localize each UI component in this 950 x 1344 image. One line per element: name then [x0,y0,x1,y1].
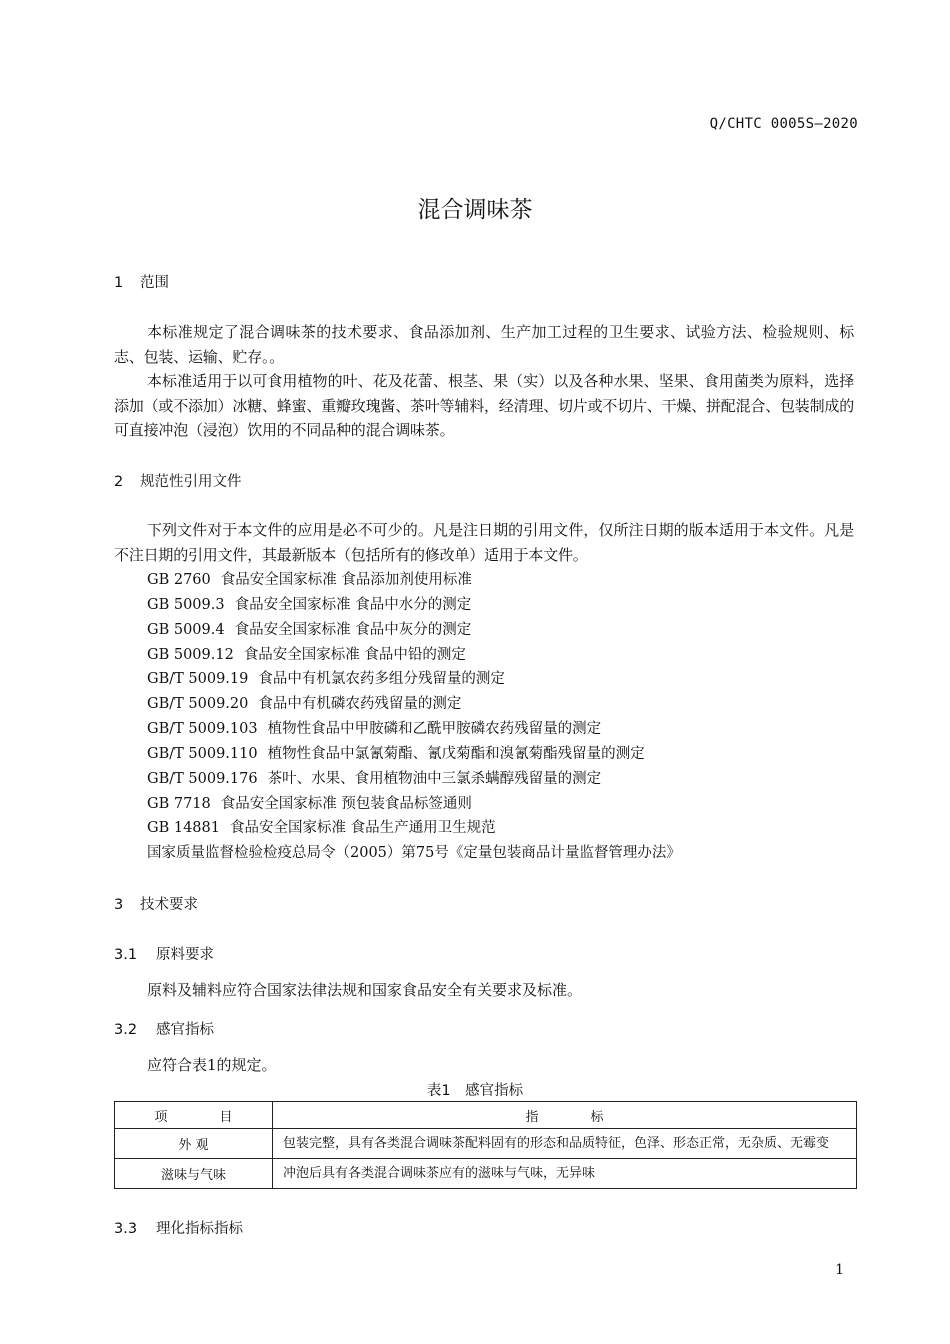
table-header-indicator: 指 标 [273,1102,857,1129]
references-intro: 下列文件对于本文件的应用是必不可少的。凡是注日期的引用文件，仅所注日期的版本适用于本文件。凡是不注日期的引用文件，其最新版本（包括所有的修改单）适用于本文件。 [114,521,854,564]
subsection-title: 感官指标 [156,1022,214,1038]
section-1-heading [114,271,169,292]
document-title: 混合调味茶 [417,197,533,223]
subsection-title: 原料要求 [156,947,214,963]
raw-material-requirement: 原料及辅料应符合国家法律法规和国家食品安全有关要求及标准。 [147,981,583,999]
reference-item: GB/T 5009.176 茶叶、水果、食用植物油中三氯杀螨醇残留量的测定 [147,770,602,787]
sensory-table [114,1101,857,1189]
section-title: 规范性引用文件 [140,474,242,490]
reference-item: GB 14881 食品安全国家标准 食品生产通用卫生规范 [147,820,496,837]
section-3-heading [114,893,198,914]
subsection-title: 理化指标指标 [156,1221,243,1237]
sensory-note: 应符合表1的规定。 [147,1056,277,1074]
reference-item-decree: 国家质量监督检验检疫总局令（2005）第75号《定量包装商品计量监督管理办法》 [147,845,681,862]
table-header-item: 项 目 [115,1102,273,1129]
reference-item: GB 7718 食品安全国家标准 预包装食品标签通则 [147,795,472,812]
table-header-row [115,1102,857,1129]
subsection-number: 3.2 [114,1022,138,1038]
subsection-3-2-heading [114,1018,214,1039]
table-caption: 表1 感官指标 [426,1083,524,1099]
section-title: 技术要求 [140,897,198,913]
subsection-number: 3.3 [114,1221,138,1237]
table-cell-item: 滋味与气味 [115,1159,273,1189]
page-number: 1 [835,1262,844,1278]
table-row [115,1129,857,1159]
standard-code: Q/CHTC 0005S—2020 [709,116,858,132]
reference-item: GB/T 5009.110 植物性食品中氯氰菊酯、氰戊菊酯和溴氰菊酯残留量的测定 [147,745,645,762]
table-cell-value: 冲泡后具有各类混合调味茶应有的滋味与气味，无异味 [273,1159,857,1189]
subsection-number: 3.1 [114,947,138,963]
reference-item: GB/T 5009.19 食品中有机氯农药多组分残留量的测定 [147,671,505,688]
subsection-3-1-heading [114,943,214,964]
reference-item: GB 5009.4 食品安全国家标准 食品中灰分的测定 [147,621,472,638]
scope-paragraph-2: 本标准适用于以可食用植物的叶、花及花蕾、根茎、果（实）以及各种水果、坚果、食用菌类为原料，选择添加（或不添加）冰糖、蜂蜜、重瓣玫瑰酱、茶叶等辅料，经清理、切片或不切片、干燥、拼配混合、包装制成的可直接冲泡（浸泡）饮用的不同品种的混合调味茶。 [114,372,855,439]
reference-item: GB/T 5009.103 植物性食品中甲胺磷和乙酰甲胺磷农药残留量的测定 [147,721,602,738]
table-row [115,1159,857,1189]
reference-item: GB 5009.12 食品安全国家标准 食品中铅的测定 [147,646,466,663]
reference-item: GB/T 5009.20 食品中有机磷农药残留量的测定 [147,696,462,713]
scope-paragraph-1: 本标准规定了混合调味茶的技术要求、食品添加剂、生产加工过程的卫生要求、试验方法、检验规则、标志、包装、运输、贮存。。 [114,323,854,366]
subsection-3-3-heading [114,1217,243,1238]
table-cell-item: 外 观 [115,1129,273,1159]
reference-item: GB 2760 食品安全国家标准 食品添加剂使用标准 [147,572,472,588]
section-2-heading [114,470,242,491]
table-cell-value: 包装完整，具有各类混合调味茶配料固有的形态和品质特征，色泽、形态正常，无杂质、无霉变 [273,1129,857,1159]
section-title: 范围 [140,275,169,291]
reference-item: GB 5009.3 食品安全国家标准 食品中水分的测定 [147,596,472,613]
reference-list [147,568,681,866]
section-number: 2 [114,474,124,490]
section-number: 1 [114,275,124,291]
section-number: 3 [114,897,124,913]
